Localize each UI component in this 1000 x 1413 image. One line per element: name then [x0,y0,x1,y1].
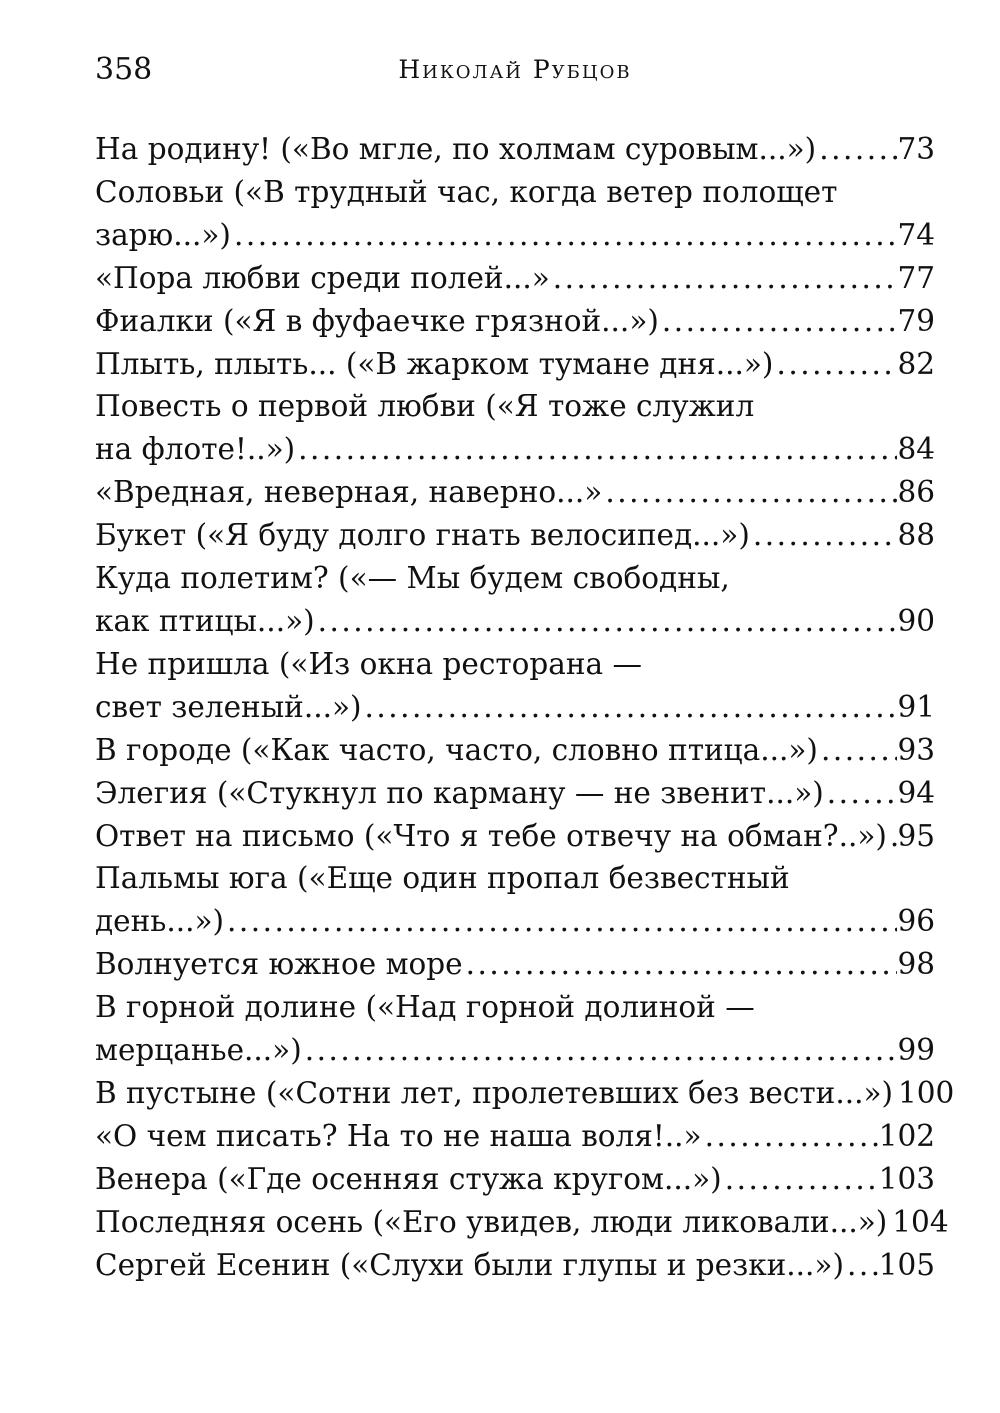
dot-leader [302,1029,898,1072]
toc-entry [95,385,935,471]
dot-leader [224,900,897,943]
dot-leader [362,686,898,729]
toc-entry-row [95,1115,935,1158]
toc-entry-row [95,1072,955,1115]
toc-entry [95,514,935,557]
toc-page-number: 91 [897,689,935,724]
toc-page-number: 98 [897,947,935,982]
toc-entry-row [95,900,935,943]
dot-leader [722,1158,879,1201]
toc-entry-title: свет зеленый...») [95,689,362,724]
toc-entry-row [95,428,935,471]
toc-page-number: 82 [897,346,935,381]
toc-entry [95,1072,955,1115]
toc-entry-title: Соловьи («В трудный час, когда ветер полощет [95,174,838,209]
toc-entry [95,729,935,772]
toc-entry-row [95,686,935,729]
dot-leader [816,128,897,171]
toc-entry-title: Волнуется южное море [95,947,463,982]
toc-page-number: 73 [897,132,935,166]
toc-page-number: 105 [878,1247,935,1282]
dot-leader [602,471,897,514]
toc-entry-title: зарю...») [95,217,231,252]
toc-entry-row [95,815,935,858]
toc-page-number: 99 [897,1033,935,1068]
toc-entry [95,1201,949,1244]
toc-entry-title: Элегия («Стукнул по карману — не звенит...») [95,775,824,810]
toc-entry-title: В пустыне («Сотни лет, пролетевших без вести...») [95,1075,894,1110]
dot-leader [773,343,897,386]
toc-entry [95,815,935,858]
dot-leader [702,1115,879,1158]
toc-entry-title: Букет («Я буду долго гнать велосипед...») [95,518,750,553]
toc-entry [95,171,935,257]
toc-entry [95,986,935,1072]
dot-leader [750,514,898,557]
toc-entry-row [95,128,935,171]
toc-entry-title: на флоте!..») [95,432,296,467]
toc-page-number: 90 [897,603,935,638]
toc-entry-row [95,300,935,343]
toc-entry [95,1115,935,1158]
toc-entry-title: «Пора любви среди полей...» [95,260,550,295]
toc-page-number: 103 [878,1161,935,1196]
toc-entry-title: Венера («Где осенняя стужа кругом...») [95,1161,722,1196]
toc-entry [95,943,935,986]
toc-entry-title: «Вредная, неверная, наверно...» [95,475,603,510]
dot-leader [550,257,898,300]
dot-leader [659,300,898,343]
toc-entry-row [95,729,935,772]
toc-entry-row [95,1158,935,1201]
toc-page-number: 88 [897,518,935,553]
toc-entry-title: «О чем писать? На то не наша воля!..» [95,1118,702,1153]
toc-page-number: 96 [897,904,935,939]
toc-entry-title: На родину! («Во мгле, по холмам суровым...») [95,132,817,166]
toc-entry-title: день...») [95,904,225,939]
toc-page-number: 95 [897,818,935,853]
toc-entry-row [95,1029,935,1072]
toc-entry [95,300,935,343]
dot-leader [295,428,897,471]
dot-leader [824,772,898,815]
toc-page-number: 104 [892,1204,949,1239]
toc-entry-title: В городе («Как часто, часто, словно птица...») [95,732,818,767]
toc-entry-title: Не пришла («Из окна ресторана — [95,646,643,681]
toc-page-number: 79 [897,303,935,338]
toc-entry-title: Фиалки («Я в фуфаечке грязной...») [95,303,659,338]
toc-entry-row [95,514,935,557]
toc-page-number: 100 [898,1075,955,1110]
running-title: Николай Рубцов [398,55,632,84]
toc-entry [95,772,935,815]
toc-page-number: 74 [897,217,935,252]
dot-leader [315,600,898,643]
toc-entry-title: В горной долине («Над горной долиной — [95,990,755,1025]
toc-entry-title: Сергей Есенин («Слухи были глупы и резки...») [95,1247,844,1282]
toc-entry-title: мерцанье...») [95,1033,302,1068]
toc-page-number: 93 [897,732,935,767]
toc-entry [95,557,935,643]
toc-page-number: 102 [878,1118,935,1153]
toc-page-number: 84 [897,432,935,467]
toc-entry-title: Куда полетим? («— Мы будем свободны, [95,561,730,596]
toc-entry-row [95,1244,935,1287]
toc-entry-row [95,600,935,643]
toc-entry-title: Пальмы юга («Еще один пропал безвестный [95,861,790,896]
table-of-contents [95,128,955,1286]
toc-entry [95,643,935,729]
toc-entry [95,1158,935,1201]
dot-leader [844,1244,879,1287]
toc-entry [95,128,935,171]
dot-leader [887,815,898,858]
dot-leader [463,943,898,986]
toc-entry-row [95,343,935,386]
dot-leader [231,214,898,257]
page-number: 358 [95,52,153,87]
toc-entry [95,1244,935,1287]
toc-entry-title: Последняя осень («Его увидев, люди ликовали...») [95,1204,888,1239]
toc-entry-title: как птицы...») [95,603,315,638]
toc-entry-title: Ответ на письмо («Что я тебе отвечу на обман?..») [95,818,887,853]
toc-entry [95,857,935,943]
toc-entry-row [95,257,935,300]
toc-entry [95,471,935,514]
toc-entry-row [95,471,935,514]
toc-entry-title: Повесть о первой любви («Я тоже служил [95,389,755,424]
page-header [95,50,935,90]
toc-page-number: 77 [897,260,935,295]
toc-entry-row [95,214,935,257]
toc-entry [95,343,935,386]
dot-leader [818,729,898,772]
toc-entry-row [95,1201,949,1244]
toc-entry-row [95,772,935,815]
toc-entry-row [95,943,935,986]
toc-entry [95,257,935,300]
toc-page-number: 86 [897,475,935,510]
toc-page-number: 94 [897,775,935,810]
toc-entry-title: Плыть, плыть... («В жарком тумане дня...») [95,346,774,381]
